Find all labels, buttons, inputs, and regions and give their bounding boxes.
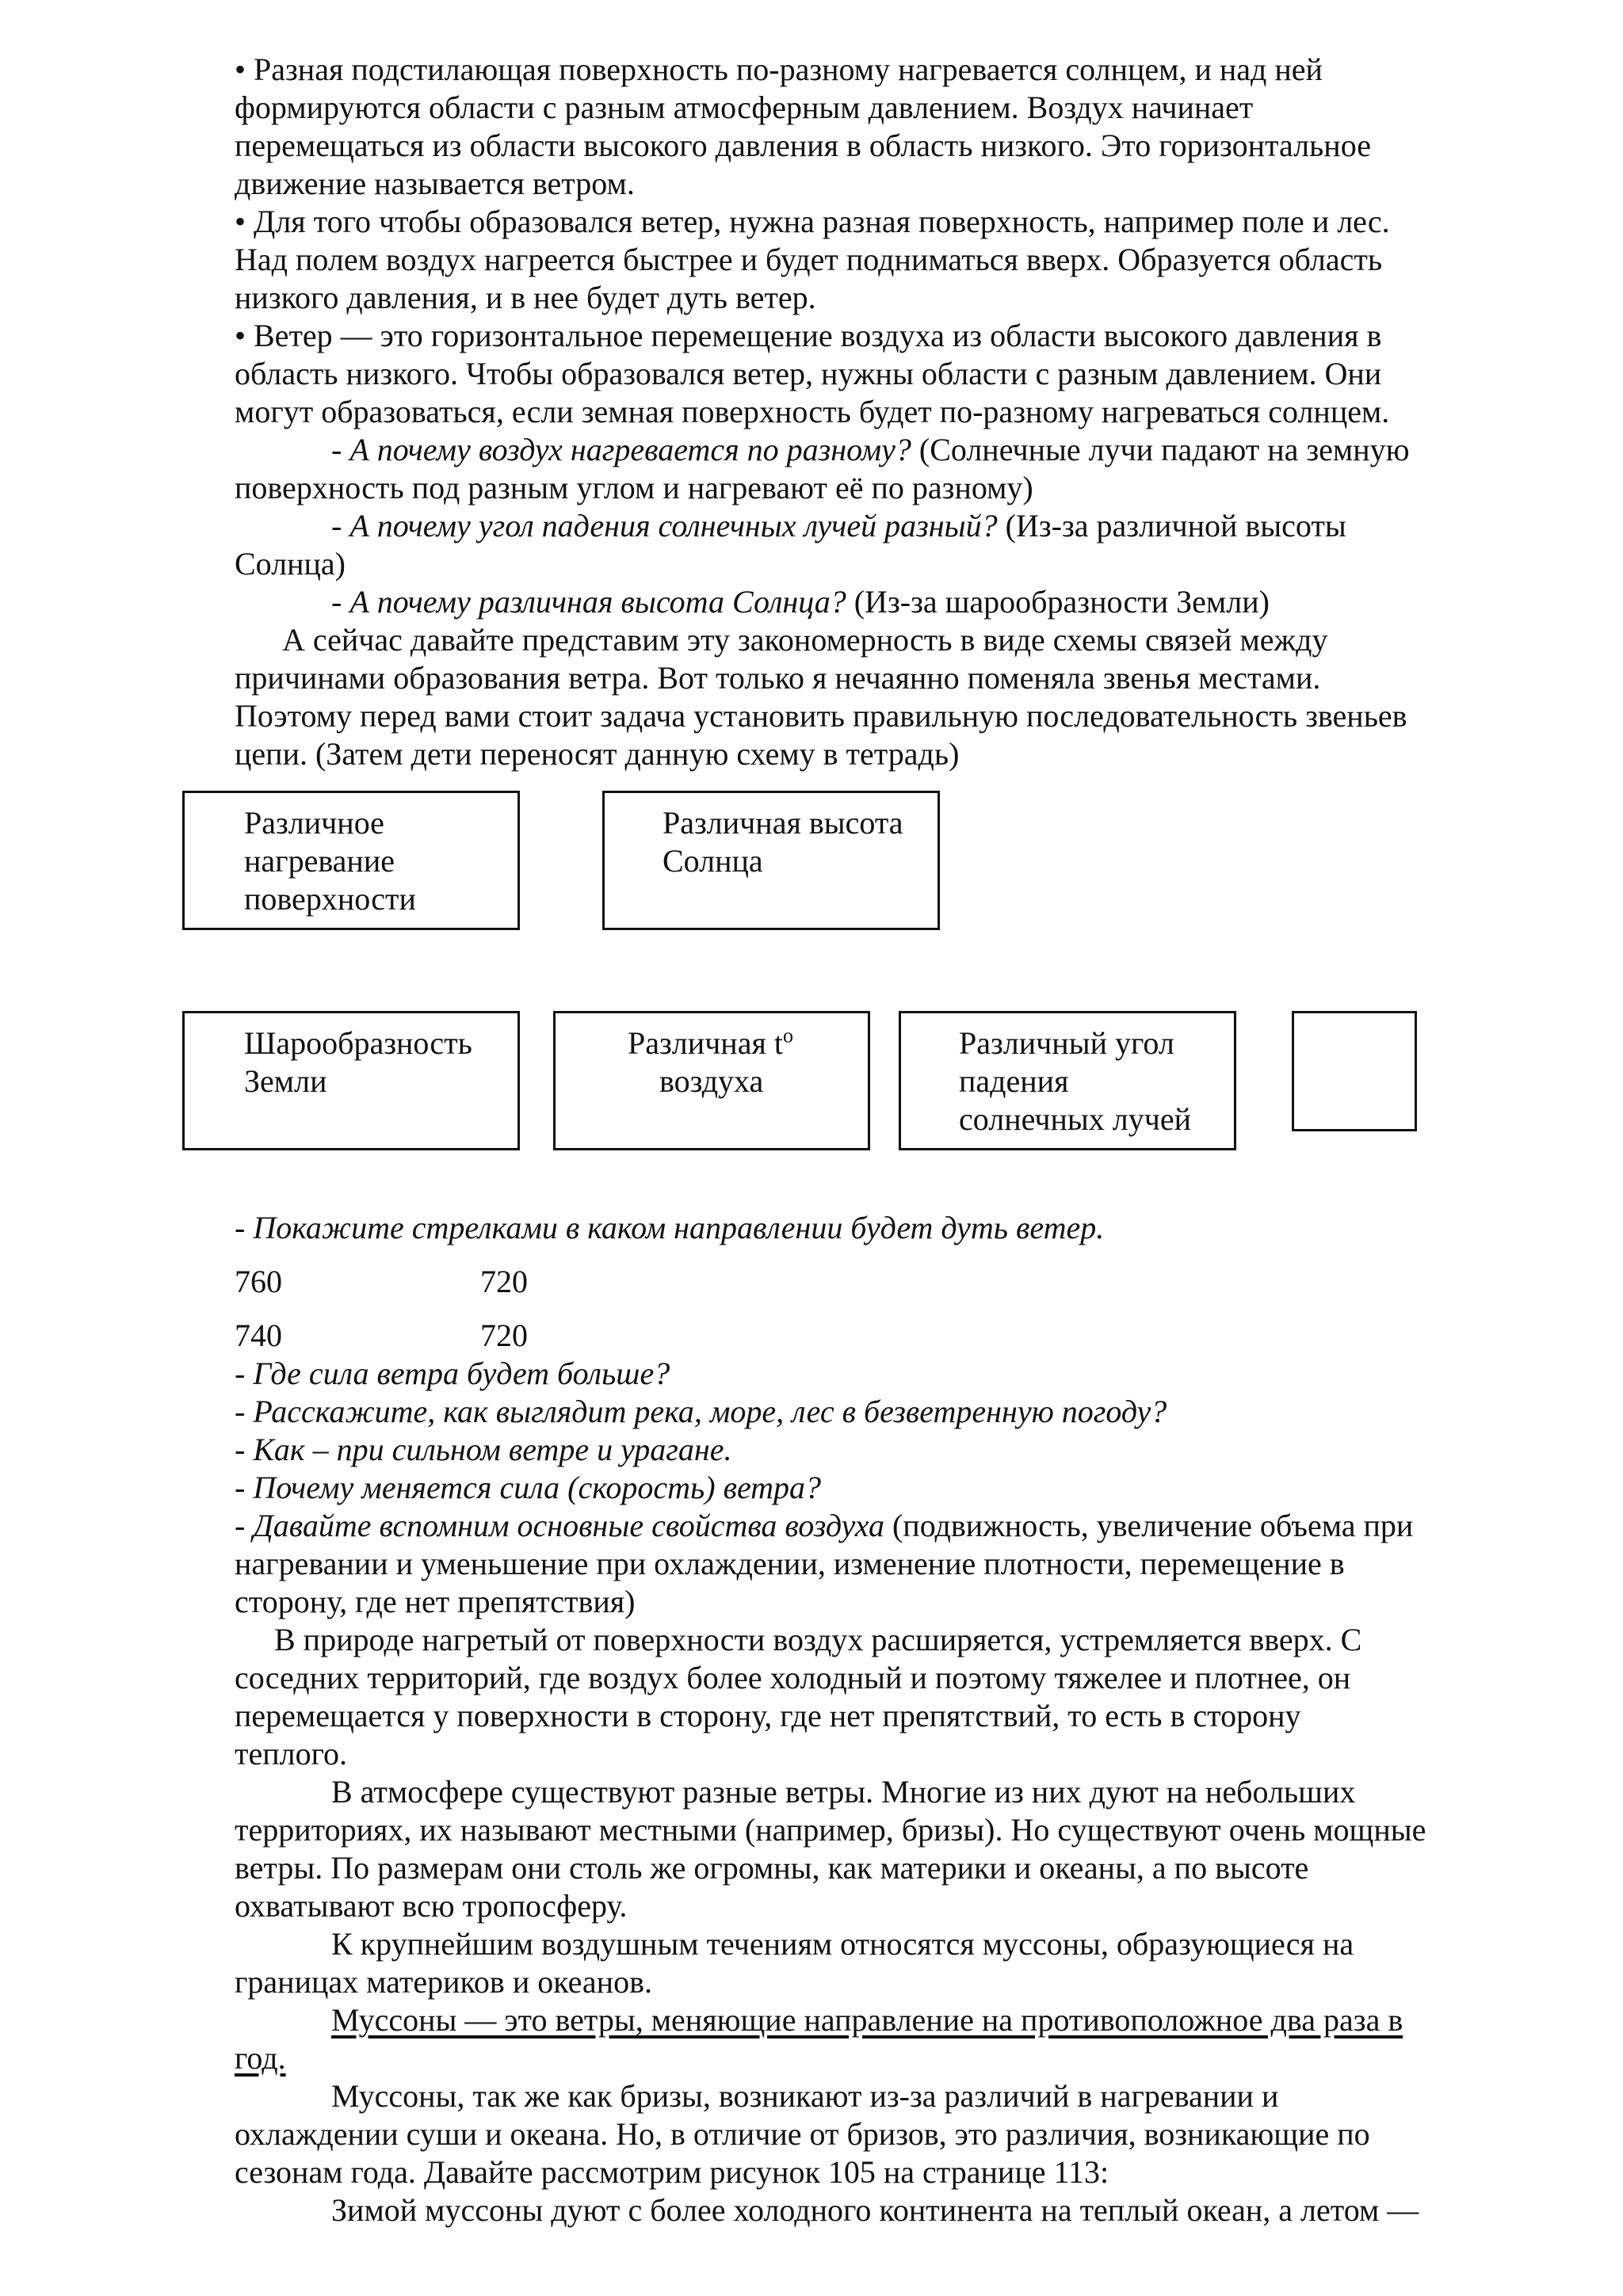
bullet-3-line-1: • Ветер — это горизонтальное перемещение воздуха из области высокого давления в: [235, 318, 1382, 353]
para-2-line-2: территориях, их называют местными (например, бризы). Но существуют очень мощные: [235, 1812, 1426, 1848]
pressure-r1c1: 760: [235, 1264, 282, 1299]
temperature-label: Различная t: [628, 1025, 783, 1061]
bullet-1-line-2: формируются области с разным атмосферным давлением. Воздух начинает: [235, 90, 1254, 125]
box-sun-ray-angle-line-2: падения: [959, 1063, 1069, 1099]
question-5: [235, 1507, 1413, 1545]
para-2-line-1: В атмосфере существуют разные ветры. Многие из них дуют на небольших: [331, 1774, 1356, 1810]
qa-line-1: [331, 431, 1410, 469]
question-4: - Почему меняется сила (скорость) ветра?: [235, 1470, 822, 1505]
monsoon-definition-line-2: год.: [235, 2040, 286, 2076]
question-3: - Как – при сильном ветре и урагане.: [235, 1432, 732, 1467]
box-sun-height-line-1: Различная высота: [663, 805, 903, 841]
task-line-2: причинами образования ветра. Вот только я нечаянно поменяла звенья местами.: [235, 660, 1321, 696]
answer-text: (Из-за шарообразности Земли): [846, 584, 1270, 620]
answer-text: (Из-за различной высоты: [997, 508, 1346, 543]
bullet-2-line-2: Над полем воздух нагреется быстрее и будет подниматься вверх. Образуется область: [235, 242, 1383, 277]
bullet-1-line-1: • Разная подстилающая поверхность по-разному нагревается солнцем, и над ней: [235, 51, 1323, 87]
qa-line-2: [331, 507, 1346, 545]
box-sun-ray-angle-line-1: Различный угол: [959, 1025, 1174, 1061]
question-text: - А почему угол падения солнечных лучей разный?: [331, 508, 998, 543]
para-3-line-2: границах материков и океанов.: [235, 1964, 652, 2000]
box-uneven-heating-line-2: нагревание: [244, 843, 395, 879]
degree-sup: о: [782, 1024, 793, 1047]
task-line-4: цепи. (Затем дети переносят данную схему в тетрадь): [235, 736, 960, 772]
task-line-3: Поэтому перед вами стоит задача установить правильную последовательность звеньев: [235, 698, 1407, 734]
question-text: - А почему воздух нагревается по разному?: [331, 432, 911, 467]
box-uneven-heating-line-1: Различное: [244, 805, 384, 841]
para-1-line-2: соседних территорий, где воздух более холодный и поэтому тяжелее и плотнее, он: [235, 1660, 1351, 1695]
para-5-line-2: охлаждении суши и океана. Но, в отличие от бризов, это различия, возникающие по: [235, 2116, 1370, 2152]
question-5-answer: (подвижность, увеличение объема при: [884, 1508, 1414, 1543]
arrows-task: - Покажите стрелками в каком направлении будет дуть ветер.: [235, 1210, 1105, 1245]
qa-line-3: [331, 583, 1270, 621]
para-1-line-4: теплого.: [235, 1736, 348, 1772]
box-sun-height-line-2: Солнца: [663, 843, 763, 879]
para-2-line-4: охватывают всю тропосферу.: [235, 1888, 628, 1924]
qa-line-1b: поверхность под разным углом и нагревают её по разному): [235, 470, 1033, 505]
pressure-r2c2: 720: [480, 1318, 528, 1353]
box-earth-sphericity-line-2: Земли: [244, 1063, 327, 1099]
box-air-temperature-line-1: [628, 1024, 793, 1062]
box-uneven-heating-line-3: поверхности: [244, 881, 416, 917]
question-1: - Где сила ветра будет больше?: [235, 1356, 670, 1391]
task-line-1: А сейчас давайте представим эту закономерность в виде схемы связей между: [282, 622, 1328, 658]
bullet-3-line-3: могут образоваться, если земная поверхность будет по-разному нагреваться солнцем.: [235, 394, 1390, 429]
para-6-line-1: Зимой муссоны дуют с более холодного континента на теплый океан, а летом —: [331, 2192, 1419, 2228]
para-3-line-1: К крупнейшим воздушным течениям относятся муссоны, образующиеся на: [331, 1926, 1354, 1962]
para-1-line-3: перемещается у поверхности в сторону, где нет препятствий, то есть в сторону: [235, 1698, 1301, 1733]
para-1-line-1: В природе нагретый от поверхности воздух расширяется, устремляется вверх. С: [274, 1622, 1362, 1657]
bullet-3-line-2: область низкого. Чтобы образовался ветер, нужны области с разным давлением. Они: [235, 356, 1382, 391]
bullet-1-line-3: перемещаться из области высокого давления в область низкого. Это горизонтальное: [235, 128, 1371, 163]
para-5-line-3: сезонам года. Давайте рассмотрим рисунок 105 на странице 113:: [235, 2154, 1109, 2190]
box-empty: [1292, 1011, 1417, 1131]
question-5-line-3: сторону, где нет препятствия): [235, 1584, 636, 1619]
question-2: - Расскажите, как выглядит река, море, лес в безветренную погоду?: [235, 1394, 1167, 1429]
para-2-line-3: ветры. По размерам они столь же огромны, как материки и океаны, а по высоте: [235, 1850, 1309, 1886]
qa-line-2b: Солнца): [235, 546, 346, 582]
pressure-r2c1: 740: [235, 1318, 282, 1353]
para-5-line-1: Муссоны, так же как бризы, возникают из-за различий в нагревании и: [331, 2078, 1279, 2114]
question-text: - А почему различная высота Солнца?: [331, 584, 846, 620]
bullet-1-line-4: движение называется ветром.: [235, 166, 635, 201]
box-earth-sphericity-line-1: Шарообразность: [244, 1025, 472, 1061]
monsoon-definition-line-1: Муссоны — это ветры, меняющие направление на противоположное два раза в: [331, 2002, 1403, 2038]
question-5-line-2: нагревании и уменьшение при охлаждении, изменение плотности, перемещение в: [235, 1546, 1345, 1581]
box-air-temperature-line-2: воздуха: [659, 1063, 764, 1099]
answer-text: (Солнечные лучи падают на земную: [911, 432, 1410, 467]
bullet-2-line-1: • Для того чтобы образовался ветер, нужна разная поверхность, например поле и лес.: [235, 204, 1390, 239]
bullet-2-line-3: низкого давления, и в нее будет дуть ветер.: [235, 280, 816, 315]
box-sun-ray-angle-line-3: солнечных лучей: [959, 1101, 1191, 1137]
question-5-text: - Давайте вспомним основные свойства воздуха: [235, 1508, 884, 1543]
pressure-r1c2: 720: [480, 1264, 528, 1299]
